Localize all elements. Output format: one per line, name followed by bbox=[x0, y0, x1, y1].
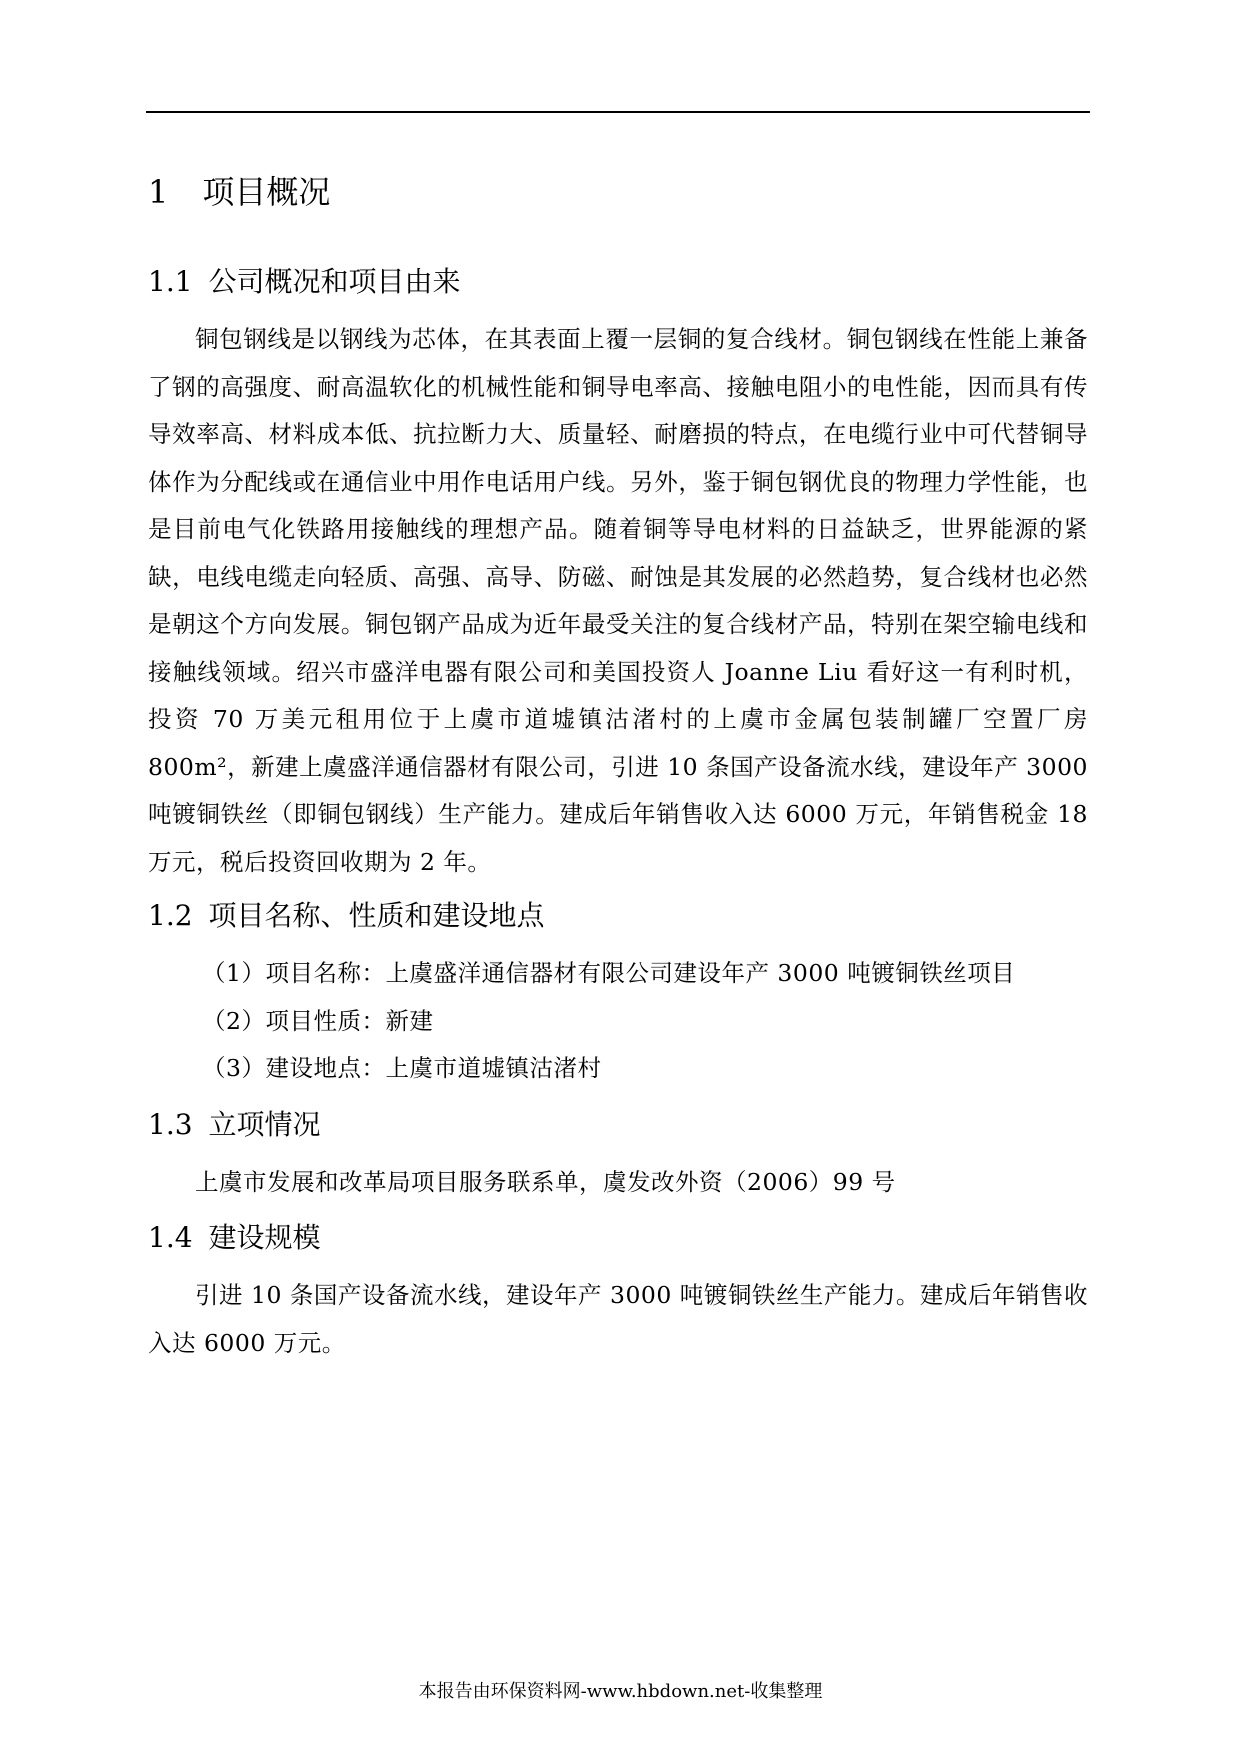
section-1-4-title: 建设规模 bbox=[208, 1221, 321, 1254]
section-1-number: 1 bbox=[148, 173, 169, 211]
section-1-4-number: 1.4 bbox=[148, 1221, 193, 1254]
page-footer: 本报告由环保资料网-www.hbdown.net-收集整理 bbox=[418, 1681, 823, 1702]
section-1-2-heading bbox=[148, 896, 1088, 936]
section-1-4-paragraph: 引进 10 条国产设备流水线，建设年产 3000 吨镀铜铁丝生产能力。建成后年销售收入达 6000 万元。 bbox=[148, 1281, 1088, 1357]
section-1-3-text: 上虞市发展和改革局项目服务联系单，虞发改外资（2006）99 号 bbox=[195, 1167, 896, 1196]
section-1-title: 项目概况 bbox=[202, 173, 331, 211]
section-1-1-number: 1.1 bbox=[148, 265, 193, 298]
section-1-heading bbox=[148, 170, 1088, 214]
header-rule bbox=[146, 111, 1090, 113]
section-1-3-title: 立项情况 bbox=[208, 1107, 321, 1141]
list-item: （3）建设地点：上虞市道墟镇沽渚村 bbox=[202, 1054, 602, 1082]
section-1-4-heading bbox=[148, 1218, 1088, 1258]
list-item: （2）项目性质：新建 bbox=[202, 1006, 434, 1035]
list-item: （1）项目名称：上虞盛洋通信器材有限公司建设年产 3000 吨镀铜铁丝项目 bbox=[202, 959, 1016, 987]
section-1-1-heading bbox=[148, 262, 1088, 302]
document-body bbox=[148, 170, 1088, 1367]
section-1-2-title: 项目名称、性质和建设地点 bbox=[208, 899, 545, 932]
section-1-3-number: 1.3 bbox=[148, 1107, 193, 1141]
section-1-1-title: 公司概况和项目由来 bbox=[208, 265, 461, 298]
section-1-1-paragraph: 铜包钢线是以钢线为芯体，在其表面上覆一层铜的复合线材。铜包钢线在性能上兼备了钢的高强度、耐高温软化的机械性能和铜导电率高、接触电阻小的电性能，因而具有传导效率高、材料成本低、抗拉断力大、质量轻、耐磨损的特点，在电缆行业中可代替铜导体作为分配线或在通信业中用作电话用户线。另外，鉴于铜包钢优良的物理力学性能，也是目前电气化铁路用接触线的理想产品。随着铜等导电材料的日益缺乏，世界能源的紧缺，电线电缆走向轻质、高强、高导、防磁、耐蚀是其发展的必然趋势，复合线材也必然是朝这个方向发展。铜包钢产品成为近年最受关注的复合线材产品，特别在架空输电线和接触线领域。绍兴市盛洋电器有限公司和美国投资人 Joanne Liu 看好这一有利时机，投资 70 万美元租用位于上虞市道墟镇沽渚村的上虞市金属包装制罐厂空置厂房 800m²，新建上虞盛洋通信器材有限公司，引进 10 条国产设备流水线，建设年产 3000 吨镀铜铁丝（即铜包钢线）生产能力。建成后年销售收入达 6000 万元，年销售税金 18 万元，税后投资回收期为 2 年。 bbox=[148, 325, 1088, 876]
section-1-2-number: 1.2 bbox=[148, 899, 193, 932]
section-1-3-heading bbox=[148, 1105, 1088, 1145]
